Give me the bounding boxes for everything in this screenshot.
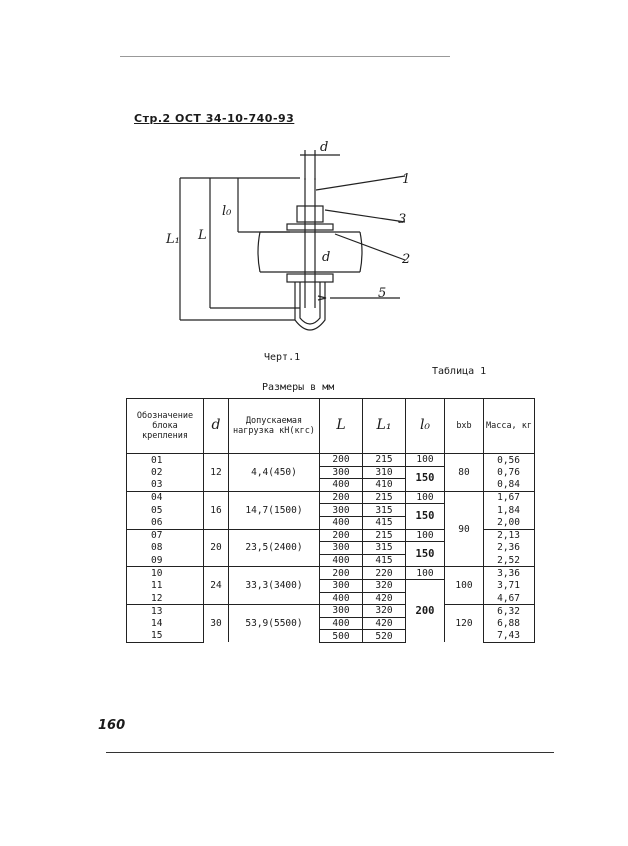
table-number: Таблица 1	[432, 366, 487, 377]
cell-L: 200	[320, 567, 363, 580]
table-row	[127, 491, 535, 504]
cell-L1: 310	[363, 466, 406, 479]
cell-mass: 6,32	[484, 605, 535, 618]
cell-L1: 420	[363, 617, 406, 630]
label-L1: L₁	[166, 232, 180, 247]
cell-code: 09	[127, 554, 204, 567]
cell-mass: 0,56	[484, 454, 535, 467]
cell-L: 400	[320, 592, 363, 605]
cell-mass: 0,84	[484, 479, 535, 492]
cell-l0: 100	[406, 529, 445, 542]
cell-bxb: 100	[445, 567, 484, 605]
cell-L1: 520	[363, 630, 406, 643]
cell-l0: 100	[406, 567, 445, 580]
header-mass: Масса, кг	[484, 399, 535, 454]
table-row	[127, 454, 535, 467]
drawing-caption: Черт.1	[264, 352, 301, 363]
cell-L1: 320	[363, 579, 406, 592]
cell-code: 02	[127, 466, 204, 479]
cell-l0: 100	[406, 454, 445, 467]
label-d-mid: d	[322, 250, 331, 265]
cell-L1: 220	[363, 567, 406, 580]
cell-L: 300	[320, 466, 363, 479]
cell-mass: 1,84	[484, 504, 535, 517]
header-l0: l₀	[419, 417, 431, 433]
page-number: 160	[98, 718, 126, 733]
cell-mass: 6,88	[484, 617, 535, 630]
cell-bxb: 90	[445, 491, 484, 567]
cell-L: 300	[320, 605, 363, 618]
cell-mass: 2,00	[484, 516, 535, 529]
cell-mass: 3,71	[484, 579, 535, 592]
cell-L: 200	[320, 529, 363, 542]
cell-code: 03	[127, 479, 204, 492]
cell-d: 12	[204, 454, 229, 492]
cell-load: 4,4(450)	[229, 454, 320, 492]
cell-load: 53,9(5500)	[229, 605, 320, 643]
cell-bxb: 120	[445, 605, 484, 643]
label-L: L	[198, 228, 207, 243]
label-part-3: 3	[398, 212, 407, 227]
document-header: Стр.2 ОСТ 34-10-740-93	[134, 112, 295, 125]
header-L1: L₁	[376, 417, 392, 433]
cell-code: 14	[127, 617, 204, 630]
table-title: Размеры в мм	[262, 382, 335, 393]
cell-d: 30	[204, 605, 229, 643]
header-load: Допускаемая нагрузка кН(кгс)	[229, 399, 320, 454]
spec-table	[126, 398, 535, 643]
header-bxb: bхb	[445, 399, 484, 454]
cell-mass: 4,67	[484, 592, 535, 605]
header-L: L	[336, 417, 346, 433]
cell-mass: 3,36	[484, 567, 535, 580]
cell-d: 24	[204, 567, 229, 605]
cell-code: 06	[127, 516, 204, 529]
cell-L: 300	[320, 504, 363, 517]
cell-L1: 320	[363, 605, 406, 618]
cell-L: 300	[320, 579, 363, 592]
header-designation: Обозначение блока крепления	[127, 399, 204, 454]
cell-l0: 100	[406, 491, 445, 504]
label-part-5: 5	[378, 286, 387, 301]
cell-code: 12	[127, 592, 204, 605]
label-part-2: 2	[402, 252, 411, 267]
cell-code: 11	[127, 579, 204, 592]
cell-l0: 150	[406, 542, 445, 567]
table-row	[127, 567, 535, 580]
cell-d: 16	[204, 491, 229, 529]
cell-L1: 415	[363, 554, 406, 567]
cell-L1: 315	[363, 542, 406, 555]
bottom-rule	[106, 752, 554, 753]
table-row	[127, 605, 535, 618]
cell-L1: 420	[363, 592, 406, 605]
cell-code: 10	[127, 567, 204, 580]
cell-mass: 2,13	[484, 529, 535, 542]
cell-L: 200	[320, 454, 363, 467]
cell-L: 200	[320, 491, 363, 504]
cell-L1: 215	[363, 529, 406, 542]
cell-L1: 215	[363, 454, 406, 467]
cell-code: 01	[127, 454, 204, 467]
cell-code: 04	[127, 491, 204, 504]
cell-mass: 0,76	[484, 466, 535, 479]
cell-L1: 215	[363, 491, 406, 504]
cell-L1: 415	[363, 516, 406, 529]
cell-l0: 200	[406, 579, 445, 642]
cell-l0: 150	[406, 504, 445, 529]
cell-L: 300	[320, 542, 363, 555]
cell-code: 07	[127, 529, 204, 542]
label-l0: l₀	[222, 204, 232, 219]
top-rule	[120, 56, 450, 57]
cell-L: 400	[320, 516, 363, 529]
cell-load: 14,7(1500)	[229, 491, 320, 529]
cell-L: 400	[320, 554, 363, 567]
cell-bxb: 80	[445, 454, 484, 492]
cell-mass: 7,43	[484, 630, 535, 643]
cell-code: 15	[127, 630, 204, 643]
cell-load: 33,3(3400)	[229, 567, 320, 605]
cell-L1: 410	[363, 479, 406, 492]
cell-code: 05	[127, 504, 204, 517]
cell-L: 400	[320, 479, 363, 492]
label-d-top: d	[320, 140, 329, 155]
cell-d: 20	[204, 529, 229, 567]
label-part-1: 1	[402, 172, 411, 187]
header-d: d	[211, 417, 221, 433]
cell-l0: 150	[406, 466, 445, 491]
cell-L: 400	[320, 617, 363, 630]
cell-mass: 2,52	[484, 554, 535, 567]
cell-load: 23,5(2400)	[229, 529, 320, 567]
cell-mass: 2,36	[484, 542, 535, 555]
cell-code: 13	[127, 605, 204, 618]
cell-mass: 1,67	[484, 491, 535, 504]
cell-L: 500	[320, 630, 363, 643]
cell-L1: 315	[363, 504, 406, 517]
cell-code: 08	[127, 542, 204, 555]
